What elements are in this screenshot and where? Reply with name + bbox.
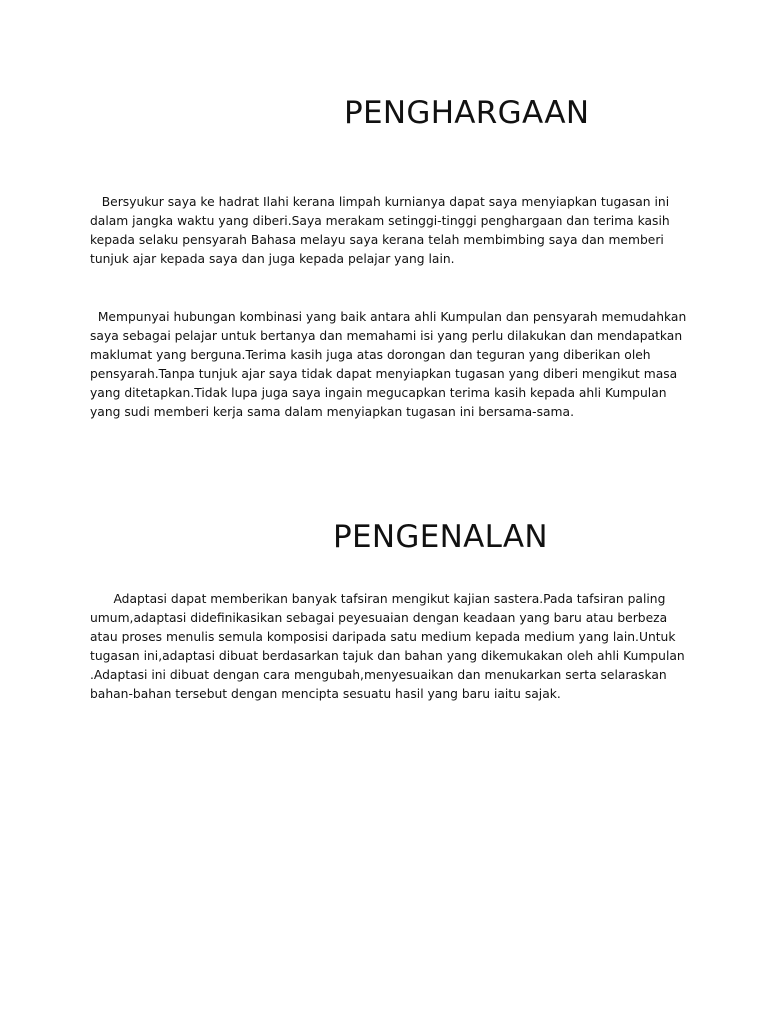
- paragraph-pengenalan-1: Adaptasi dapat memberikan banyak tafsiran mengikut kajian sastera.Pada tafsiran paling umum,adaptasi didefinikasikan sebagai peyesuaian dengan keadaan yang baru atau berbeza atau proses menulis semula komposisi daripada satu medium kepada medium yang lain.Untuk tugasan ini,adaptasi dibuat berdasarkan tajuk dan bahan yang dikemukakan oleh ahli Kumpulan .Adaptasi ini dibuat dengan cara mengubah,menyesuaikan dan menukarkan serta selaraskan bahan-bahan tersebut dengan mencipta sesuatu hasil yang baru iaitu sajak.: [90, 592, 685, 701]
- heading-pengenalan: PENGENALAN: [333, 519, 548, 555]
- paragraph-penghargaan-1: Bersyukur saya ke hadrat Ilahi kerana limpah kurnianya dapat saya menyiapkan tugasan ini dalam jangka waktu yang diberi.Saya merakam setinggi-tinggi penghargaan dan terima kasih kepada selaku pensyarah Bahasa melayu saya kerana telah membimbing saya dan memberi tunjuk ajar kepada saya dan juga kepada pelajar yang lain.: [90, 195, 670, 266]
- heading-penghargaan: PENGHARGAAN: [344, 95, 590, 131]
- paragraph-penghargaan-2: Mempunyai hubungan kombinasi yang baik antara ahli Kumpulan dan pensyarah memudahkan saya sebagai pelajar untuk bertanya dan memahami isi yang perlu dilakukan dan mendapatkan maklumat yang berguna.Terima kasih juga atas dorongan dan teguran yang diberikan oleh pensyarah.Tanpa tunjuk ajar saya tidak dapat menyiapkan tugasan yang diberi mengikut masa yang ditetapkan.Tidak lupa juga saya ingain megucapkan terima kasih kepada ahli Kumpulan yang sudi memberi kerja sama dalam menyiapkan tugasan ini bersama-sama.: [90, 310, 687, 419]
